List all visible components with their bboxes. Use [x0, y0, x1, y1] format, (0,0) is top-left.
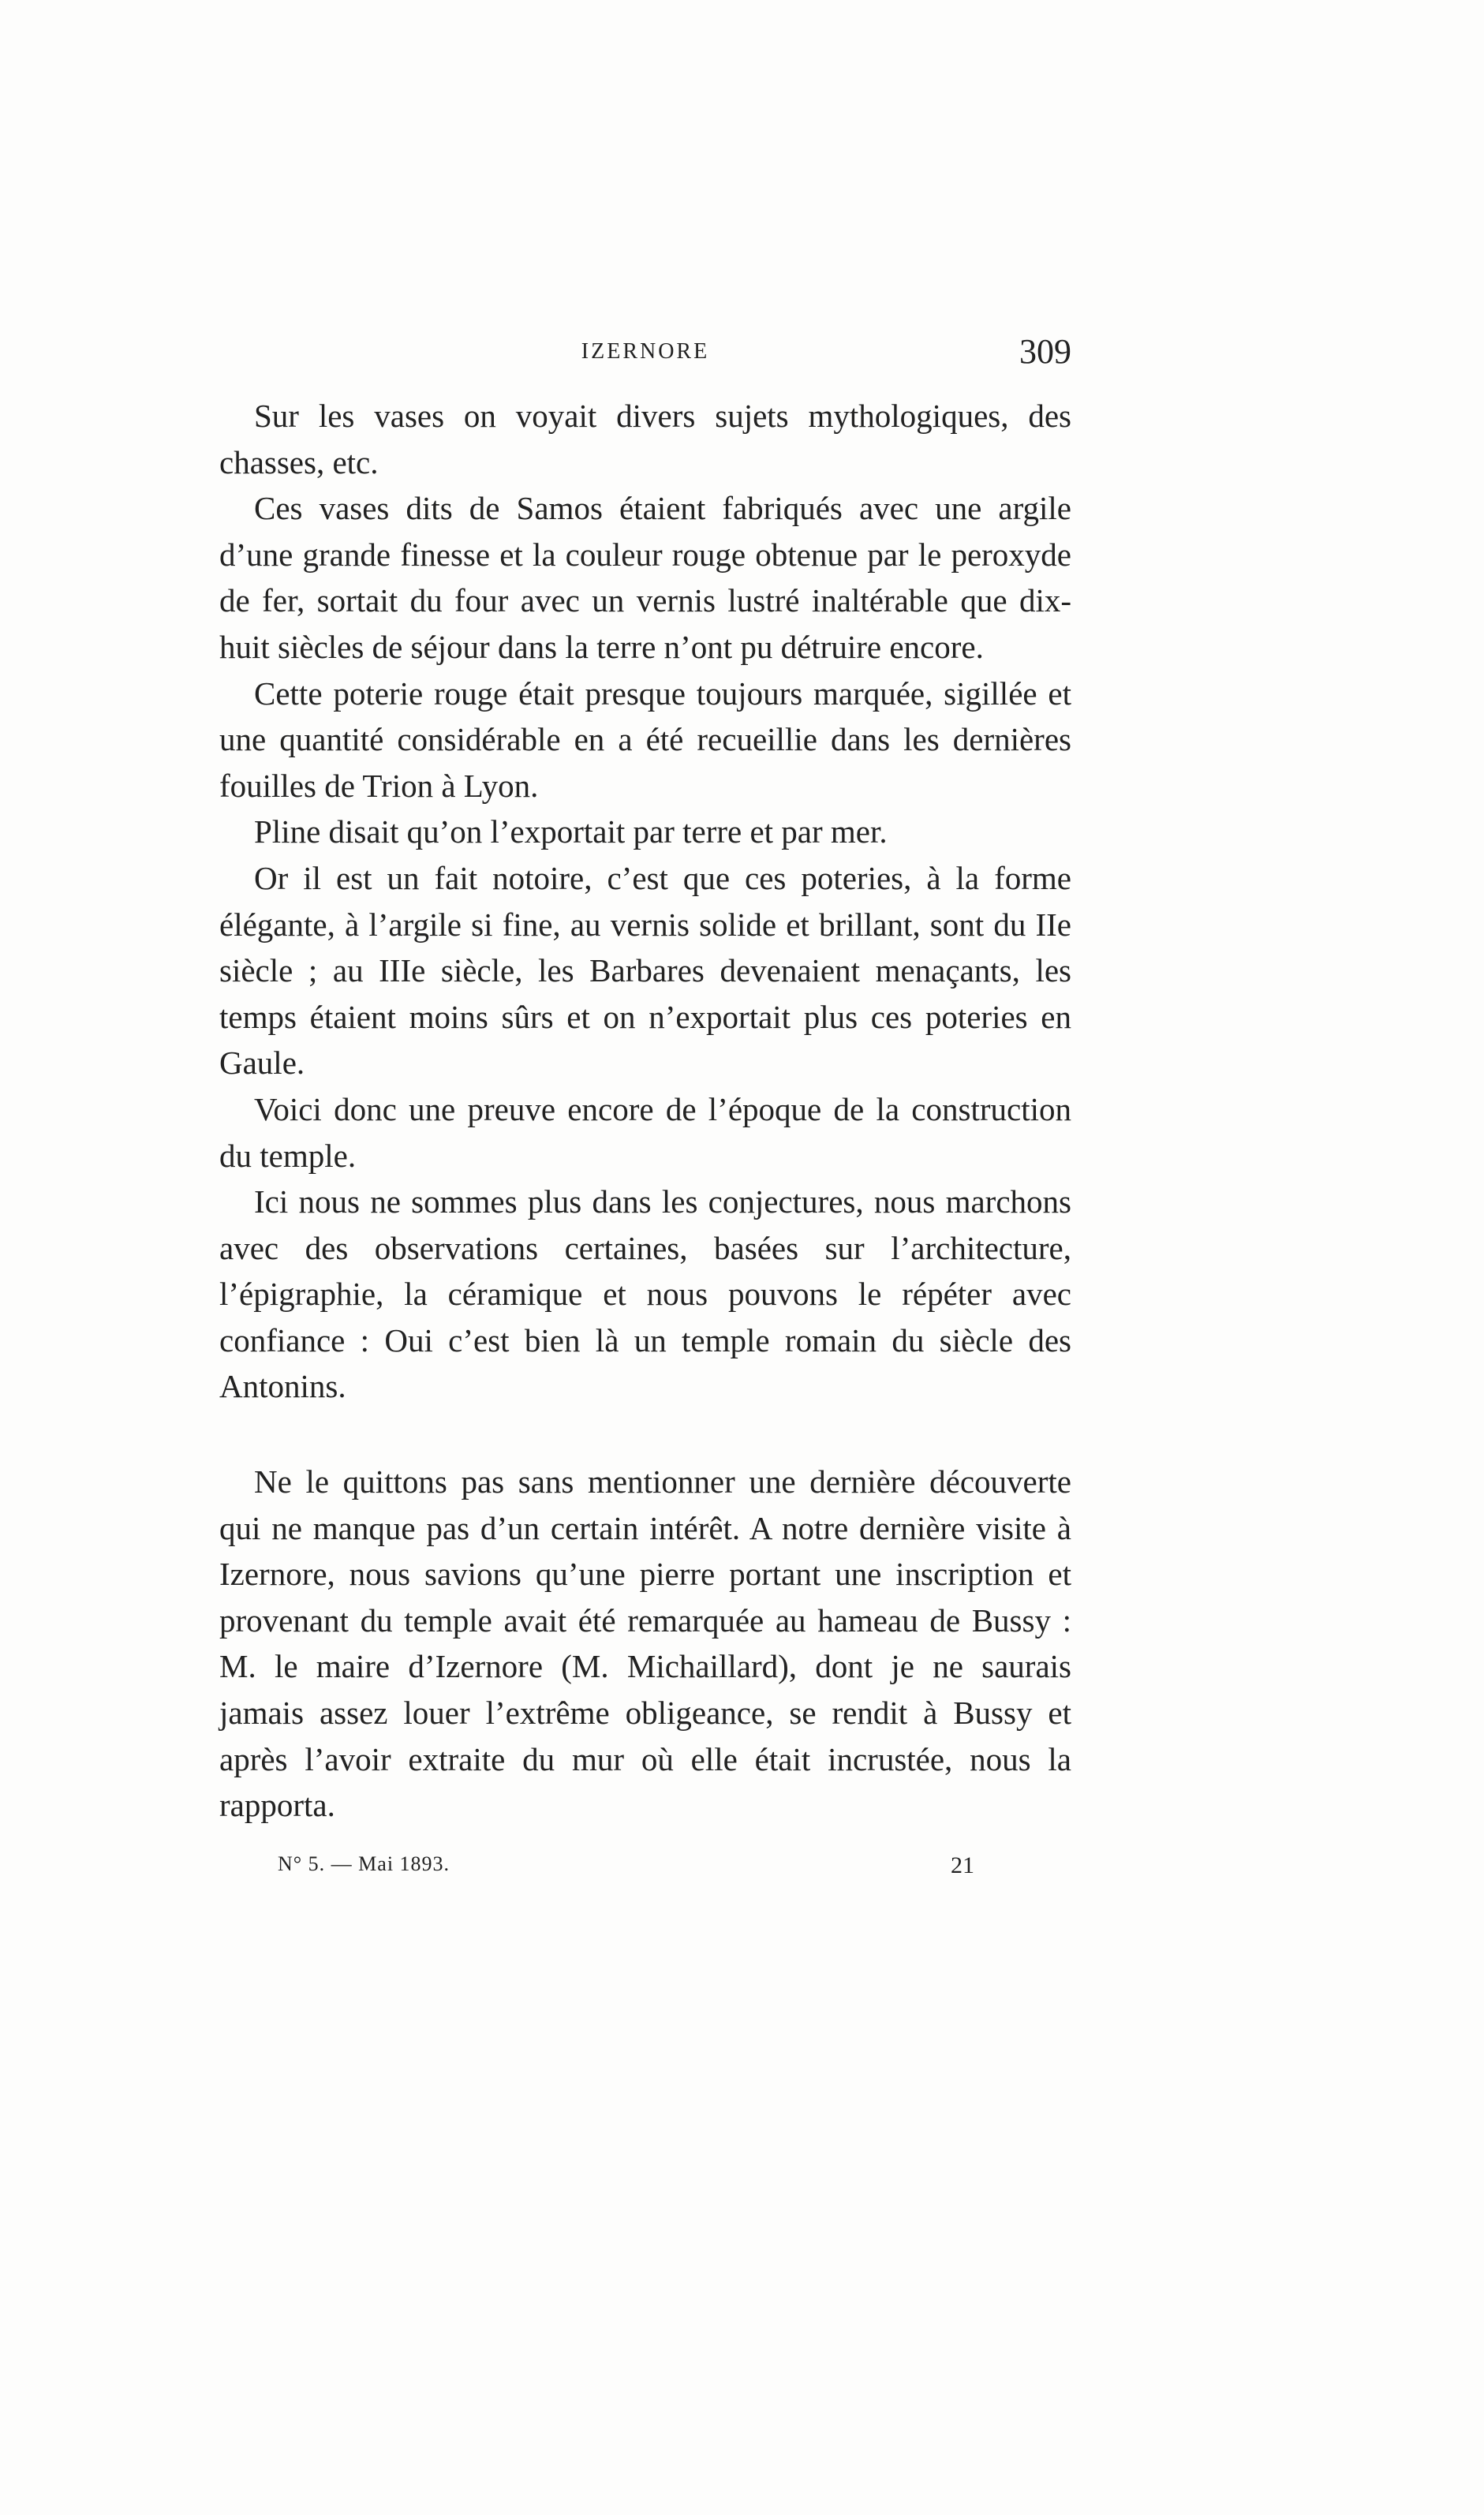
page-number: 309	[1019, 332, 1071, 371]
paragraph-preuve: Voici donc une preuve encore de l’époque de la construction du temple.	[219, 1090, 1071, 1174]
paragraph-pline: Pline disait qu’on l’exportait par terre et par mer.	[254, 813, 888, 850]
paragraph-notoire: Or il est un fait notoire, c’est que ces poteries, à la forme élégante, à l’argile si fine, au vernis solide et brillant, sont du IIe siècle ; au IIIe siècle, les Barbares devenaient menaçants, les temps étaient moins sûrs et on n’exportait plus ces poteries en Gaule.	[219, 859, 1071, 1082]
paragraph-conjectures: Ici nous ne sommes plus dans les conjectures, nous marchons avec des observations certaines, basées sur l’architecture, l’épigraphie, la céramique et nous pouvons le répéter avec confiance : Oui c’est bien là un temple romain du siècle des Antonins.	[219, 1183, 1071, 1405]
running-head	[219, 331, 1071, 379]
paragraph-vases: Sur les vases on voyait divers sujets mythologiques, des chasses, etc.	[219, 398, 1071, 480]
body-text	[219, 393, 1071, 1829]
paragraph-samos: Ces vases dits de Samos étaient fabriqués avec une argile d’une grande finesse et la couleur rouge obtenue par le peroxyde de fer, sortait du four avec un vernis lustré inaltérable que dix-huit siècles de séjour dans la terre n’ont pu détruire encore.	[219, 490, 1071, 665]
paragraph-poterie: Cette poterie rouge était presque toujours marquée, sigillée et une quantité considérable en a été recueillie dans les dernières fouilles de Trion à Lyon.	[219, 675, 1071, 804]
running-title: IZERNORE	[581, 339, 710, 364]
paragraph-decouverte: Ne le quittons pas sans mentionner une dernière découverte qui ne manque pas d’un certain intérêt. A notre dernière visite à Izernore, nous savions qu’une pierre portant une inscription et provenant du temple avait été remarquée au hameau de Bussy : M. le maire d’Izernore (M. Michaillard), dont je ne saurais jamais assez louer l’extrême obligeance, se rendit à Bussy et après l’avoir extraite du mur où elle était incrustée, nous la rapporta.	[219, 1463, 1071, 1824]
footer	[219, 1852, 1071, 1884]
signature-mark: 21	[951, 1852, 974, 1878]
issue-note: N° 5. — Mai 1893.	[278, 1852, 450, 1875]
